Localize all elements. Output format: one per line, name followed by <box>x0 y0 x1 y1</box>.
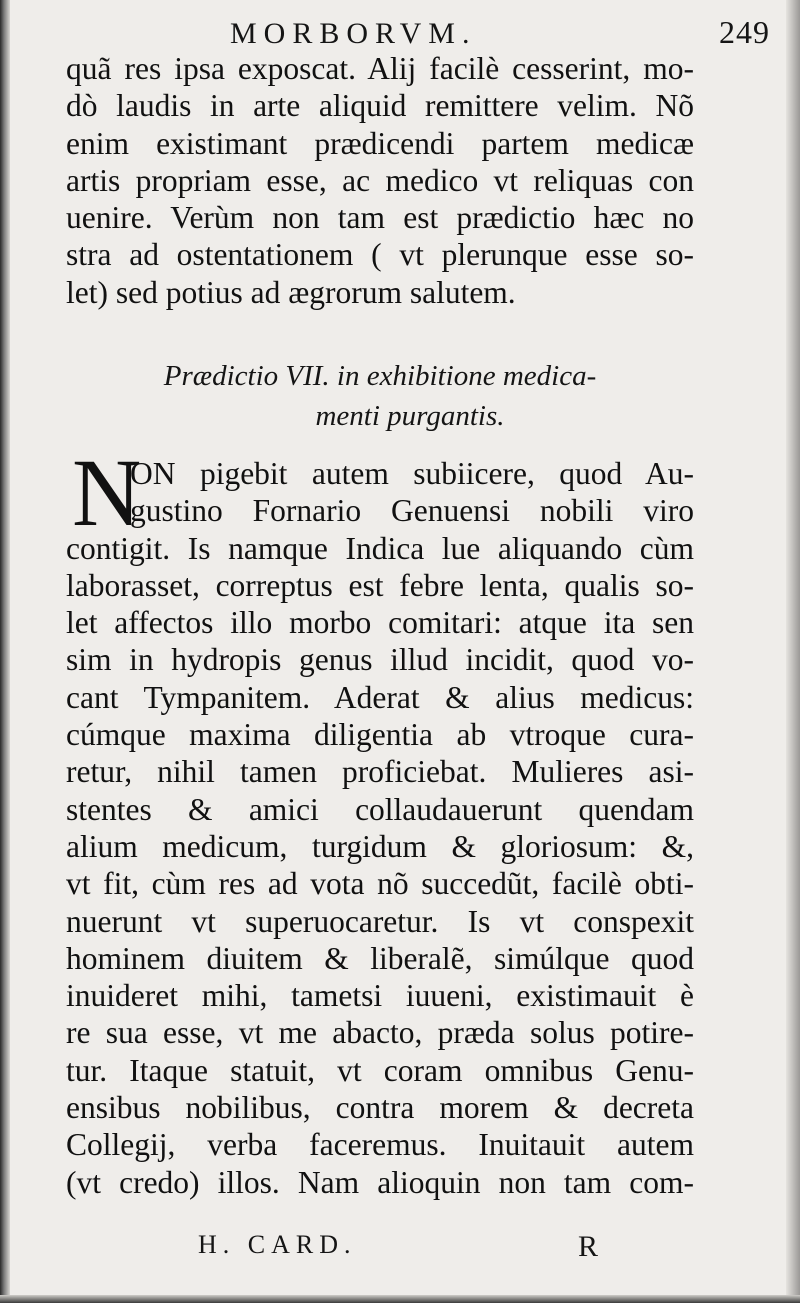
text-line: quã res ipsa exposcat. Alij facilè cesserint, mo- <box>66 51 694 86</box>
text-line: ON pigebit autem subiicere, quod Au- <box>130 456 694 491</box>
page-footer <box>198 1230 598 1264</box>
text-line: tur. Itaque statuit, vt coram omnibus Genu- <box>66 1052 694 1088</box>
text-line: (vt credo) illos. Nam alioquin non tam com- <box>66 1164 694 1200</box>
signature-mark: H. CARD. <box>198 1230 357 1259</box>
page-edge-left <box>0 0 10 1303</box>
text-line: cúmque maxima diligentia ab vtroque cura- <box>66 717 694 753</box>
text-line: dò laudis in arte aliquid remittere velim. Nõ <box>66 88 694 124</box>
running-head: MORBORVM. <box>230 17 477 50</box>
page-header <box>60 14 770 51</box>
text-line: nuerunt vt superuocaretur. Is vt conspexit <box>66 903 694 939</box>
text-line: Collegij, verba faceremus. Inuitauit autem <box>66 1127 694 1163</box>
drop-capital: N <box>72 439 142 546</box>
text-line: re sua esse, vt me abacto, præda solus potire- <box>66 1015 694 1051</box>
text-line: uenire. Verùm non tam est prædictio hæc no <box>66 200 694 236</box>
catchword: R <box>577 1230 598 1263</box>
page-edge-right <box>786 0 800 1303</box>
text-line: ensibus nobilibus, contra morem & decreta <box>66 1090 694 1126</box>
text-line: artis propriam esse, ac medico vt reliquas con <box>66 162 694 198</box>
text-line: contigit. Is namque Indica lue aliquando cùm <box>66 530 694 566</box>
text-line: stentes & amici collaudauerunt quendam <box>66 791 694 827</box>
page-edge-bottom <box>0 1295 800 1303</box>
text-line: enim existimant prædicendi partem medicæ <box>66 125 694 161</box>
text-line: gustino Fornario Genuensi nobili viro <box>130 493 694 529</box>
text-block-main <box>66 455 694 1201</box>
section-heading <box>66 356 694 436</box>
heading-line: Prædictio VII. in exhibitione medica- <box>163 360 597 392</box>
text-line: vt fit, cùm res ad vota nõ succedũt, facilè obti- <box>66 866 694 902</box>
text-block-opening <box>66 50 694 311</box>
text-line: hominem diuitem & liberalẽ, simúlque quod <box>66 940 694 976</box>
heading-line: menti purgantis. <box>315 400 505 432</box>
page-number: 249 <box>719 14 770 50</box>
text-line: stra ad ostentationem ( vt plerunque esse so- <box>66 237 694 273</box>
text-line: inuideret mihi, tametsi iuueni, existimauit è <box>66 978 694 1014</box>
text-line: sim in hydropis genus illud incidit, quod vo- <box>66 642 694 678</box>
text-line: let affectos illo morbo comitari: atque ita sen <box>66 605 694 641</box>
text-line: laborasset, correptus est febre lenta, qualis so- <box>66 567 694 603</box>
text-line: alium medicum, turgidum & gloriosum: &, <box>66 828 694 864</box>
text-line: cant Tympanitem. Aderat & alius medicus: <box>66 679 694 715</box>
text-line: let) sed potius ad ægrorum salutem. <box>66 274 516 310</box>
text-line: retur, nihil tamen proficiebat. Mulieres asi- <box>66 754 694 790</box>
